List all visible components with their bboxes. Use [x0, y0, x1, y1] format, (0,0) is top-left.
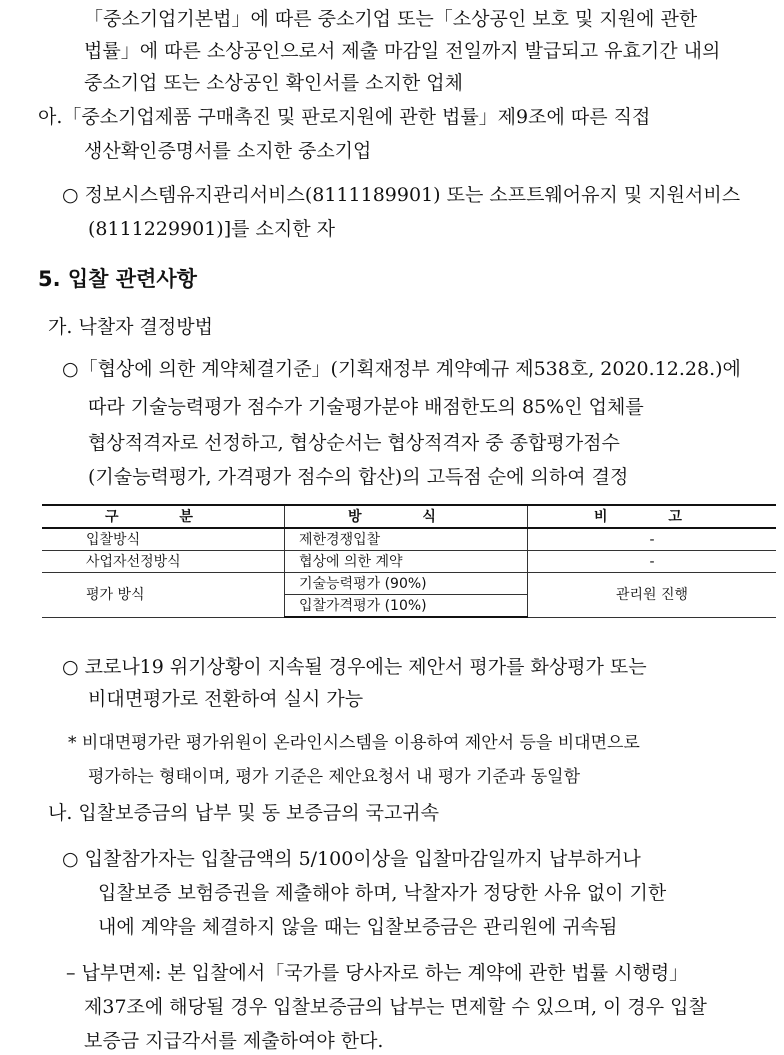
- table-cell: 관리원 진행: [528, 573, 777, 618]
- bullet-line: 비대면평가로 전환하여 실시 가능: [88, 688, 364, 710]
- table-cell: 입찰가격평가 (10%): [285, 595, 528, 618]
- dash-line: – 납부면제: 본 입찰에서「국가를 당사자로 하는 계약에 관한 법률 시행령」: [66, 962, 689, 984]
- paragraph-line: 「중소기업기본법」에 따른 중소기업 또는「소상공인 보호 및 지원에 관한: [84, 8, 698, 30]
- dash-line: 제37조에 해당될 경우 입찰보증금의 납부는 면제할 수 있으며, 이 경우 입찰: [84, 996, 707, 1018]
- note-line: * 비대면평가란 평가위원이 온라인시스템을 이용하여 제안서 등을 비대면으로: [68, 733, 640, 753]
- note-line: 평가하는 형태이며, 평가 기준은 제안요청서 내 평가 기준과 동일함: [88, 767, 581, 787]
- table-header-row: [42, 505, 776, 528]
- table-cell: 사업자선정방식: [42, 551, 285, 573]
- subheading-na: 나. 입찰보증금의 납부 및 동 보증금의 국고귀속: [48, 802, 440, 824]
- item-ah-line: 아.「중소기업제품 구매촉진 및 판로지원에 관한 법률」제9조에 따른 직접: [38, 106, 651, 128]
- section-heading: 5. 입찰 관련사항: [38, 267, 197, 291]
- bullet-line: 따라 기술능력평가 점수가 기술평가분야 배점한도의 85%인 업체를: [88, 396, 644, 418]
- bullet-line: ○「협상에 의한 계약체결기준」(기획재정부 계약예규 제538호, 2020.12.28.)에: [62, 358, 741, 380]
- bullet-line: ○ 코로나19 위기상황이 지속될 경우에는 제안서 평가를 화상평가 또는: [62, 656, 647, 678]
- dash-line: 보증금 지급각서를 제출하여야 한다.: [84, 1030, 384, 1052]
- bullet-line: (8111229901)]를 소지한 자: [88, 218, 335, 240]
- bullet-line: ○ 입찰참가자는 입찰금액의 5/100이상을 입찰마감일까지 납부하거나: [62, 848, 641, 870]
- table-cell: 제한경쟁입찰: [285, 528, 528, 551]
- paragraph-line: 법률」에 따른 소상공인으로서 제출 마감일 전일까지 발급되고 유효기간 내의: [84, 40, 721, 62]
- table-cell: 입찰방식: [42, 528, 285, 551]
- bullet-line: (기술능력평가, 가격평가 점수의 합산)의 고득점 순에 의하여 결정: [88, 466, 629, 488]
- item-ah-line: 생산확인증명서를 소지한 중소기업: [84, 140, 372, 162]
- bullet-line: 내에 계약을 체결하지 않을 때는 입찰보증금은 관리원에 귀속됨: [98, 916, 618, 938]
- table-cell: 기술능력평가 (90%): [285, 573, 528, 595]
- table-row: [42, 551, 776, 573]
- bid-method-table: [42, 504, 776, 618]
- table-row: [42, 528, 776, 551]
- paragraph-line: 중소기업 또는 소상공인 확인서를 소지한 업체: [84, 72, 463, 94]
- table-row: [42, 573, 776, 595]
- table-header-cell: 비 고: [528, 505, 777, 528]
- table-header-cell: 구 분: [42, 505, 285, 528]
- bullet-line: ○ 정보시스템유지관리서비스(8111189901) 또는 소프트웨어유지 및 지원서비스: [62, 184, 741, 206]
- table-cell: -: [528, 528, 777, 551]
- subheading-ga: 가. 낙찰자 결정방법: [48, 316, 213, 338]
- table-cell: 평가 방식: [42, 573, 285, 618]
- bullet-line: 입찰보증 보험증권을 제출해야 하며, 낙찰자가 정당한 사유 없이 기한: [98, 882, 667, 904]
- table-header-cell: 방 식: [285, 505, 528, 528]
- table-cell: -: [528, 551, 777, 573]
- table-cell: 협상에 의한 계약: [285, 551, 528, 573]
- bullet-line: 협상적격자로 선정하고, 협상순서는 협상적격자 중 종합평가점수: [88, 432, 620, 454]
